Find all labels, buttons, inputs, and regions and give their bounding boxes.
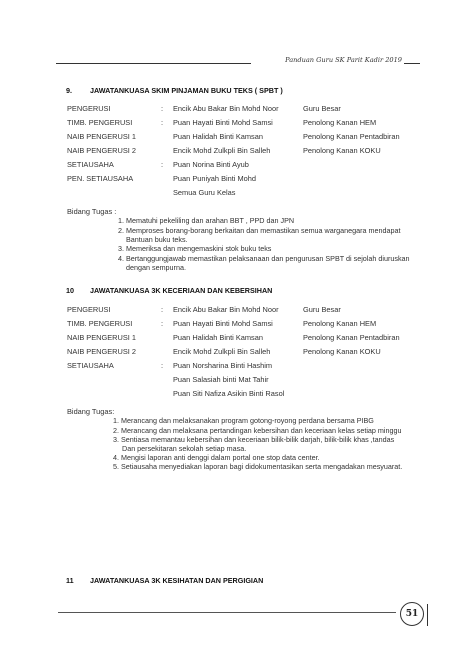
footer-tick-mark — [427, 604, 428, 626]
member-name: Puan Norina Binti Ayub — [173, 160, 249, 169]
duty-item: 4. Bertanggungjawab memastikan pelaksanaan dan pengurusan SPBT di sejolah diuruskan — [118, 254, 410, 263]
role-label: PENGERUSI — [67, 305, 111, 314]
member-name: Encik Mohd Zulkpli Bin Salleh — [173, 146, 271, 155]
duty-item: 4. Mengisi laporan anti denggi dalam portal one stop data center. — [113, 453, 320, 462]
member-name: Puan Puniyah Binti Mohd — [173, 174, 256, 183]
duties-label: Bidang Tugas: — [67, 407, 115, 416]
duty-item: 5. Setiausaha menyediakan laporan bagi didokumentasikan serta mengadakan mesyuarat. — [113, 462, 403, 471]
member-post: Penolong Kanan Pentadbiran — [303, 333, 400, 342]
header-rule-left — [56, 63, 251, 64]
member-name: Encik Abu Bakar Bin Mohd Noor — [173, 305, 279, 314]
role-label: NAIB PENGERUSI 2 — [67, 146, 136, 155]
member-name: Puan Norsharina Binti Hashim — [173, 361, 272, 370]
member-name: Puan Hayati Binti Mohd Samsi — [173, 319, 273, 328]
section-11-heading — [66, 576, 263, 585]
section-title: JAWATANKUASA 3K KECERIAAN DAN KEBERSIHAN — [90, 286, 273, 295]
colon: : — [161, 361, 164, 370]
duty-item-continuation: dengan sempurna. — [126, 263, 186, 272]
running-header: Panduan Guru SK Parit Kadir 2019 — [285, 56, 402, 64]
section-title: JAWATANKUASA 3K KESIHATAN DAN PERGIGIAN — [90, 576, 264, 585]
colon: : — [161, 160, 164, 169]
colon: : — [161, 305, 164, 314]
member-post: Penolong Kanan Pentadbiran — [303, 132, 400, 141]
role-label: TIMB. PENGERUSI — [67, 319, 133, 328]
duties-label: Bidang Tugas : — [67, 207, 117, 216]
section-9-heading — [66, 86, 283, 95]
role-label: SETIAUSAHA — [67, 361, 114, 370]
duty-item: 2. Memproses borang-borang berkaitan dan memastikan semua warganegara mendapat — [118, 226, 401, 235]
role-label: NAIB PENGERUSI 2 — [67, 347, 136, 356]
duty-item: 1. Mematuhi pekeliling dan arahan BBT , PPD dan JPN — [118, 216, 295, 225]
duty-item: 3. Memeriksa dan mengemaskini stok buku teks — [118, 244, 272, 253]
duty-item: 2. Merancang dan melaksana pertandingan kebersihan dan keceriaan kelas setiap minggu — [113, 426, 402, 435]
member-name: Puan Salasiah binti Mat Tahir — [173, 375, 269, 384]
colon: : — [161, 319, 164, 328]
member-post: Penolong Kanan KOKU — [303, 146, 381, 155]
section-number: 11 — [66, 576, 74, 585]
member-name: Puan Hayati Binti Mohd Samsi — [173, 118, 273, 127]
footer-rule — [58, 612, 396, 613]
member-name: Puan Halidah Binti Kamsan — [173, 132, 263, 141]
role-label: PENGERUSI — [67, 104, 111, 113]
section-number: 10 — [66, 286, 74, 295]
member-name: Puan Halidah Binti Kamsan — [173, 333, 263, 342]
member-post: Penolong Kanan KOKU — [303, 347, 381, 356]
page-number-badge: 51 — [400, 602, 424, 626]
section-number: 9. — [66, 86, 72, 95]
duty-item-continuation: Bantuan buku teks. — [126, 235, 188, 244]
member-post: Penolong Kanan HEM — [303, 319, 377, 328]
section-10-heading — [66, 286, 272, 295]
member-post: Guru Besar — [303, 305, 341, 314]
colon: : — [161, 118, 164, 127]
duty-item-continuation: Dan persekitaran sekolah setiap masa. — [122, 444, 247, 453]
colon: : — [161, 104, 164, 113]
role-label: NAIB PENGERUSI 1 — [67, 132, 136, 141]
header-rule-right — [404, 63, 420, 64]
duty-item: 3. Sentiasa memantau kebersihan dan keceriaan bilik-bilik darjah, bilik-bilik khas ,tandas — [113, 435, 395, 444]
role-label: TIMB. PENGERUSI — [67, 118, 133, 127]
member-post: Penolong Kanan HEM — [303, 118, 377, 127]
member-name: Puan Siti Nafiza Asikin Binti Rasol — [173, 389, 285, 398]
role-label: NAIB PENGERUSI 1 — [67, 333, 136, 342]
section-title: JAWATANKUASA SKIM PINJAMAN BUKU TEKS ( SPBT ) — [90, 86, 283, 95]
member-name: Encik Abu Bakar Bin Mohd Noor — [173, 104, 279, 113]
role-label: PEN. SETIAUSAHA — [67, 174, 134, 183]
duty-item: 1. Merancang dan melaksanakan program gotong-royong perdana bersama PIBG — [113, 416, 374, 425]
member-name: Semua Guru Kelas — [173, 188, 236, 197]
member-post: Guru Besar — [303, 104, 341, 113]
member-name: Encik Mohd Zulkpli Bin Salleh — [173, 347, 271, 356]
role-label: SETIAUSAHA — [67, 160, 114, 169]
